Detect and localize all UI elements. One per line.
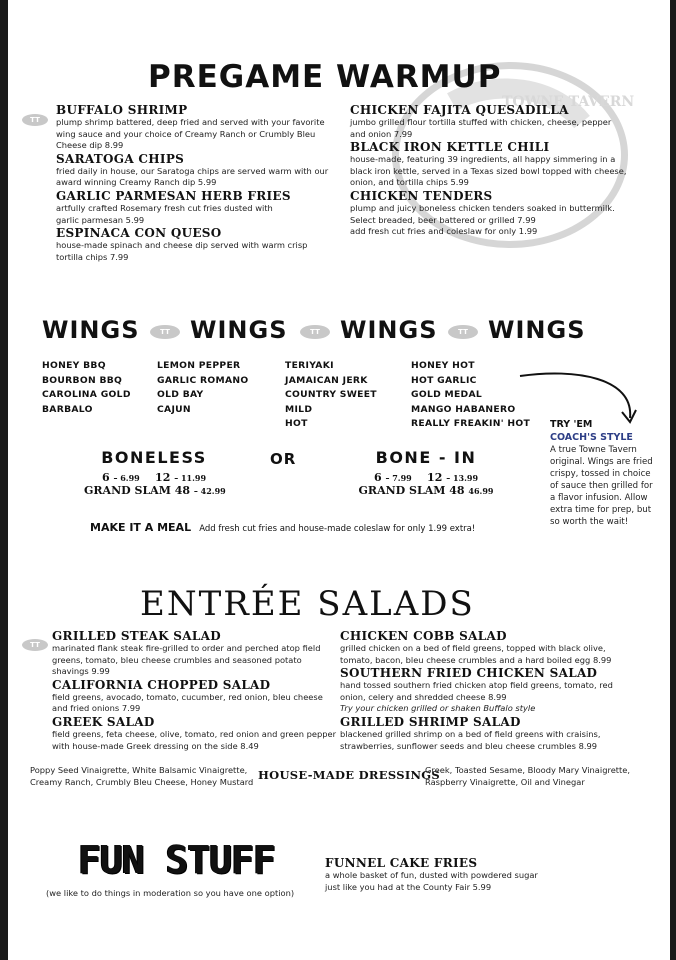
menu-item xyxy=(52,678,337,715)
item-desc: marinated flank steak fire-grilled to order and perched atop field xyxy=(52,643,321,653)
item-desc: field greens, feta cheese, olive, tomato, red onion and green pepper xyxy=(52,728,337,739)
count-6: 6 xyxy=(101,471,110,484)
item-name: CHICKEN TENDERS xyxy=(350,188,493,203)
flavor-item: JAMAICAN JERK xyxy=(285,374,368,386)
flavor-column xyxy=(42,359,131,417)
count-6: 6 xyxy=(373,471,382,484)
item-name: BLACK IRON KETTLE CHILI xyxy=(350,140,550,155)
item-desc: tortilla chips 7.99 xyxy=(56,251,129,262)
menu-item xyxy=(52,715,337,752)
flavor-column xyxy=(157,359,248,417)
pregame-title: PREGAME WARMUP xyxy=(148,59,502,95)
item-desc: wing sauce and your choice of Creamy Ranch or Crumbly Bleu xyxy=(56,128,316,139)
flavor-item: GOLD MEDAL xyxy=(411,389,483,401)
flavor-item: BOURBON BBQ xyxy=(42,374,123,386)
item-desc: blackened grilled shrimp on a bed of field greens with craisins, xyxy=(340,728,601,739)
meal-label: MAKE IT A MEAL xyxy=(90,521,192,534)
boneless-title: BONELESS xyxy=(101,448,207,467)
item-name: GARLIC PARMESAN HERB FRIES xyxy=(56,188,291,203)
boneless-grand-slam xyxy=(84,484,224,497)
item-desc: onion, and tortilla chips 5.99 xyxy=(350,177,469,188)
item-name: SOUTHERN FRIED CHICKEN SALAD xyxy=(340,666,598,681)
flavor-item: HOT xyxy=(285,418,308,430)
coach-desc: a flavor infusion. Allow xyxy=(550,493,648,503)
menu-item xyxy=(350,189,640,238)
item-desc: house-made spinach and cheese dip served with warm crisp xyxy=(56,240,308,251)
menu-item xyxy=(56,189,341,226)
bone-in-block xyxy=(356,448,496,497)
meal-text: Add fresh cut fries and house-made coleslaw for only 1.99 extra! xyxy=(199,524,476,534)
item-desc: fried daily in house, our Saratoga chips are served warm with our xyxy=(56,165,329,176)
flavor-item: HOT GARLIC xyxy=(411,374,477,386)
wings-header xyxy=(42,316,602,348)
price: – 42.99 xyxy=(193,486,226,496)
item-desc: with house-made Greek dressing on the side 8.49 xyxy=(52,740,259,751)
fun-stuff-title: FUN STUFF xyxy=(78,838,275,882)
fun-stuff-note: (we like to do things in moderation so you have one option) xyxy=(46,888,295,898)
menu-item xyxy=(56,226,341,263)
price: – 11.99 xyxy=(174,473,207,483)
flavor-item: COUNTRY SWEET xyxy=(285,389,377,401)
item-name: CALIFORNIA CHOPPED SALAD xyxy=(52,677,271,692)
item-name: GRILLED STEAK SALAD xyxy=(52,629,221,643)
item-name: BUFFALO SHRIMP xyxy=(56,103,188,117)
tt-badge: TT xyxy=(150,325,180,339)
menu-item xyxy=(340,715,640,752)
item-desc: and onion 7.99 xyxy=(350,128,413,139)
flavor-column xyxy=(285,359,377,432)
item-desc: plump shrimp battered, deep fried and served with your favorite xyxy=(56,117,325,127)
price: – 7.99 xyxy=(385,473,412,483)
flavor-item: LEMON PEPPER xyxy=(157,360,241,371)
price: – 6.99 xyxy=(113,473,140,483)
item-desc: and fried onions 7.99 xyxy=(52,703,141,714)
item-name: ESPINACA CON QUESO xyxy=(56,226,222,241)
salads-title: ENTRÉE SALADS xyxy=(140,584,475,624)
flavor-item: REALLY FREAKIN' HOT xyxy=(411,418,531,430)
svg-text:TOWNE TAVERN: TOWNE TAVERN xyxy=(502,94,635,110)
menu-item xyxy=(56,103,341,152)
item-note: Try your chicken grilled or shaken Buffalo style xyxy=(340,703,536,714)
item-desc: greens, tomato, bleu cheese crumbles and seasoned potato xyxy=(52,654,302,665)
coachs-style-box xyxy=(550,418,660,528)
dressing-line: Poppy Seed Vinaigrette, White Balsamic Vinaigrette, xyxy=(30,765,248,775)
wings-word: WINGS xyxy=(42,316,140,344)
menu-item xyxy=(340,629,640,666)
price: – 13.99 xyxy=(446,473,479,483)
item-name: GREEK SALAD xyxy=(52,714,155,729)
dressing-line: Greek, Toasted Sesame, Bloody Mary Vinaigrette, xyxy=(425,765,631,775)
count-12: 12 xyxy=(427,471,443,484)
or-label: OR xyxy=(270,450,297,468)
grand-slam-label: GRAND SLAM 48 xyxy=(358,484,465,497)
pregame-tt-badge: TT xyxy=(22,107,48,126)
menu-item xyxy=(350,140,640,189)
tt-badge: TT xyxy=(448,325,478,339)
item-desc: hand tossed southern fried chicken atop field greens, tomato, red xyxy=(340,680,613,691)
dressings-left xyxy=(30,765,253,788)
page-left-border xyxy=(0,0,8,960)
item-desc: strawberries, sunflower seeds and bleu cheese crumbles 8.99 xyxy=(340,740,598,751)
menu-item xyxy=(350,103,640,140)
salads-tt-badge: TT xyxy=(22,632,48,651)
grand-slam-label: GRAND SLAM 48 xyxy=(84,484,191,497)
dressing-line: Raspberry Vinaigrette, Oil and Vinegar xyxy=(425,776,585,787)
item-name: GRILLED SHRIMP SALAD xyxy=(340,714,521,729)
item-desc: just like you had at the County Fair 5.99 xyxy=(325,881,492,892)
item-name: CHICKEN FAJITA QUESADILLA xyxy=(350,103,569,117)
flavor-item: CAROLINA GOLD xyxy=(42,389,131,401)
item-desc: Select breaded, beer battered or grilled 7.99 xyxy=(350,214,536,225)
item-desc: garlic parmesan 5.99 xyxy=(56,214,145,225)
menu-item xyxy=(340,666,640,715)
menu-item xyxy=(56,152,341,189)
item-desc: shavings 9.99 xyxy=(52,666,110,677)
wings-word: WINGS xyxy=(190,316,288,344)
dressings-right xyxy=(425,765,630,788)
coach-title: COACH'S STYLE xyxy=(550,432,633,443)
boneless-prices-row xyxy=(84,471,224,484)
flavor-item: MANGO HABANERO xyxy=(411,403,516,415)
bone-in-title: BONE - IN xyxy=(375,448,477,467)
item-name: FUNNEL CAKE FRIES xyxy=(325,856,478,870)
dressing-line: Creamy Ranch, Crumbly Bleu Cheese, Honey Mustard xyxy=(30,776,254,787)
salads-right-column xyxy=(340,629,640,752)
item-desc: a whole basket of fun, dusted with powdered sugar xyxy=(325,870,538,880)
salads-left-column xyxy=(52,629,337,752)
menu-item xyxy=(52,629,337,678)
dressings-title: HOUSE-MADE DRESSINGS xyxy=(258,768,441,782)
wings-word: WINGS xyxy=(488,316,586,344)
pregame-left-column xyxy=(56,103,341,263)
flavor-item: HONEY BBQ xyxy=(42,360,106,371)
item-desc: add fresh cut fries and coleslaw for only 1.99 xyxy=(350,226,538,237)
flavor-item: TERIYAKI xyxy=(285,360,334,371)
pregame-right-column xyxy=(350,103,640,238)
item-desc: house-made, featuring 39 ingredients, all happy simmering in a xyxy=(350,154,616,165)
item-desc: jumbo grilled flour tortilla stuffed with chicken, cheese, pepper xyxy=(350,117,612,127)
item-desc: grilled chicken on a bed of field greens, topped with black olive, xyxy=(340,643,606,653)
flavor-item: GARLIC ROMANO xyxy=(157,374,249,386)
item-desc: plump and juicy boneless chicken tenders soaked in buttermilk. xyxy=(350,202,615,213)
item-name: SARATOGA CHIPS xyxy=(56,151,185,166)
coach-desc: original. Wings are fried xyxy=(550,457,653,467)
flavor-item: HONEY HOT xyxy=(411,360,475,371)
wings-word: WINGS xyxy=(340,316,438,344)
flavor-item: MILD xyxy=(285,403,313,415)
bone-in-prices-row xyxy=(356,471,496,484)
flavor-column xyxy=(411,359,530,432)
flavor-item: CAJUN xyxy=(157,403,191,415)
coach-desc: crispy, tossed in choice xyxy=(550,469,651,479)
coach-desc: extra time for prep, but xyxy=(550,505,652,515)
item-desc: Cheese dip 8.99 xyxy=(56,140,124,151)
count-12: 12 xyxy=(155,471,171,484)
flavor-item: BARBALO xyxy=(42,403,93,415)
page-right-border xyxy=(670,0,676,960)
item-desc: artfully crafted Rosemary fresh cut fries dusted with xyxy=(56,202,273,213)
tt-badge: TT xyxy=(300,325,330,339)
bone-in-grand-slam xyxy=(356,484,496,497)
item-desc: onion, celery and shredded cheese 8.99 xyxy=(340,691,507,702)
item-desc: tomato, bacon, bleu cheese crumbles and a hard boiled egg 8.99 xyxy=(340,654,612,665)
flavor-item: OLD BAY xyxy=(157,389,204,401)
price: 46.99 xyxy=(468,486,494,496)
coach-try-label: TRY 'EM xyxy=(550,419,593,430)
funnel-cake-item xyxy=(325,856,625,893)
coach-desc: of sauce then grilled for xyxy=(550,481,653,491)
boneless-block xyxy=(84,448,224,497)
coach-desc: A true Towne Tavern xyxy=(550,445,637,455)
item-name: CHICKEN COBB SALAD xyxy=(340,629,507,643)
item-desc: black iron kettle, served in a Texas sized bowl topped with cheese, xyxy=(350,165,627,176)
make-it-a-meal xyxy=(90,516,475,535)
item-desc: field greens, avocado, tomato, cucumber, red onion, bleu cheese xyxy=(52,691,323,702)
item-desc: award winning Creamy Ranch dip 5.99 xyxy=(56,177,217,188)
coach-desc: so worth the wait! xyxy=(550,517,629,527)
